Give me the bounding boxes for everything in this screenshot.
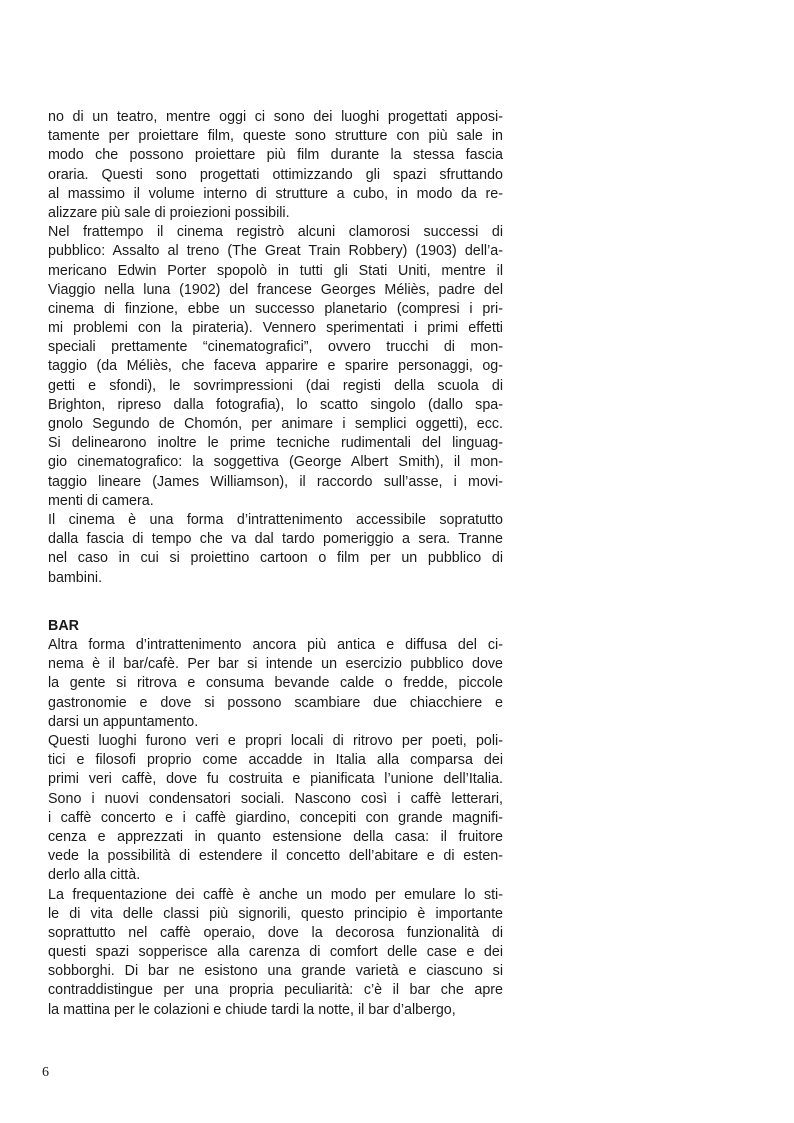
text-line: i caffè concerto e i caffè giardino, concepiti con grande magnifi-	[48, 809, 503, 826]
paragraph	[48, 732, 503, 886]
text-line: contraddistingue per una propria peculiarità: c’è il bar che apre	[48, 982, 503, 999]
paragraph	[48, 223, 503, 511]
section-spacer	[48, 588, 503, 607]
text-line: Viaggio nella luna (1902) del francese Georges Méliès, padre del	[48, 281, 503, 298]
text-line: le di vita delle classi più signorili, questo principio è importante	[48, 905, 503, 922]
text-line: oraria. Questi sono progettati ottimizzando gli spazi sfruttando	[48, 166, 503, 183]
text-line: getti e sfondi), le sovrimpressioni (dai registi della scuola di	[48, 377, 503, 394]
cinema-section	[48, 108, 503, 588]
text-line: nel caso in cui si proiettino cartoon o film per un pubblico di	[48, 550, 503, 567]
text-line: Altra forma d’intrattenimento ancora più antica e diffusa del ci-	[48, 637, 503, 654]
text-line: mericano Edwin Porter spopolò in tutti gli Stati Uniti, mentre il	[48, 262, 503, 279]
text-line: La frequentazione dei caffè è anche un modo per emulare lo sti-	[48, 886, 503, 903]
text-line: pubblico: Assalto al treno (The Great Train Robbery) (1903) dell’a-	[48, 243, 503, 260]
text-line: darsi un appuntamento.	[48, 713, 199, 730]
text-line: speciali prettamente “cinematografici”, ovvero trucchi di mon-	[48, 339, 503, 356]
paragraph	[48, 636, 503, 732]
text-line: soprattutto nel caffè operaio, dove la decorosa funzionalità di	[48, 924, 503, 941]
text-line: bambini.	[48, 569, 103, 586]
text-line: tici e filosofi proprio come accadde in Italia alla comparsa dei	[48, 752, 503, 769]
text-line: taggio lineare (James Williamson), il raccordo sull’asse, i movi-	[48, 473, 503, 490]
text-line: alizzare più sale di proiezioni possibili.	[48, 204, 290, 221]
text-line: primi veri caffè, dove fu costruita e pianificata l’unione dell’Italia.	[48, 771, 503, 788]
text-line: Sono i nuovi condensatori sociali. Nascono così i caffè letterari,	[48, 790, 503, 807]
paragraph	[48, 886, 503, 1020]
text-line: tamente per proiettare film, queste sono strutture con più sale in	[48, 128, 503, 145]
text-line: nema è il bar/cafè. Per bar si intende un esercizio pubblico dove	[48, 656, 503, 673]
text-line: mi problemi con la pirateria). Vennero sperimentati i primi effetti	[48, 320, 503, 337]
text-line: Questi luoghi furono veri e propri locali di ritrovo per poeti, poli-	[48, 733, 503, 749]
text-line: la mattina per le colazioni e chiude tardi la notte, il bar d’albergo,	[48, 1001, 456, 1018]
page-number: 6	[42, 1065, 49, 1080]
text-line: sobborghi. Di bar ne esistono una grande varietà e ciascuno si	[48, 963, 503, 980]
text-line: gastronomie e dove si possono scambiare due chiacchiere e	[48, 694, 503, 711]
paragraph	[48, 108, 503, 223]
text-line: Brighton, ripreso dalla fotografia), lo scatto singolo (dallo spa-	[48, 396, 503, 413]
text-line: Si delinearono inoltre le prime tecniche rudimentali del linguag-	[48, 435, 503, 452]
section-heading-bar: BAR	[48, 617, 79, 634]
text-line: derlo alla città.	[48, 867, 141, 884]
text-line: cenza e apprezzati in quanto estensione della casa: il fruitore	[48, 828, 503, 845]
text-line: cinema di finzione, ebbe un successo planetario (compresi i pri-	[48, 300, 503, 317]
text-line: questi spazi sopperisce alla carenza di comfort delle case e dei	[48, 944, 503, 961]
bar-section	[48, 636, 503, 1020]
text-line: gnolo Segundo de Chomón, per animare i semplici oggetti), ecc.	[48, 416, 503, 432]
text-line: Nel frattempo il cinema registrò alcuni clamorosi successi di	[48, 224, 503, 241]
text-line: no di un teatro, mentre oggi ci sono dei luoghi progettati apposi-	[48, 109, 503, 125]
body-text-column	[48, 108, 503, 1020]
text-line: al massimo il volume interno di strutture a cubo, in modo da re-	[48, 185, 503, 202]
text-line: vede la possibilità di estendere il concetto dell’abitare e di esten-	[48, 848, 503, 865]
text-line: taggio (da Méliès, che faceva apparire e sparire personaggi, og-	[48, 358, 503, 375]
text-line: modo che possono proiettare più film durante la stessa fascia	[48, 147, 503, 164]
text-line: gio cinematografico: la soggettiva (George Albert Smith), il mon-	[48, 454, 503, 471]
text-line: dalla fascia di tempo che va dal tardo pomeriggio a sera. Tranne	[48, 531, 503, 548]
text-line: Il cinema è una forma d’intrattenimento accessibile sopratutto	[48, 511, 503, 528]
text-line: la gente si ritrova e consuma bevande calde o fredde, piccole	[48, 675, 503, 692]
paragraph	[48, 511, 503, 588]
text-line: menti di camera.	[48, 492, 154, 509]
